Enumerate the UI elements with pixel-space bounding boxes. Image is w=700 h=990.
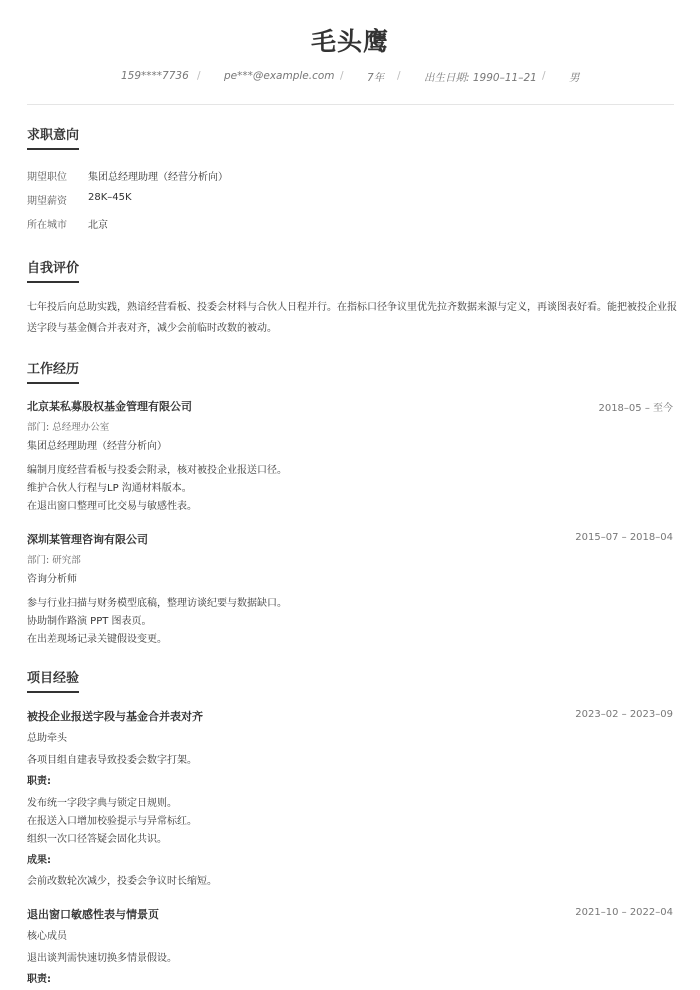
phone-number: 159****7736 [121, 70, 189, 82]
contact-separator: / [397, 70, 401, 82]
section-underline [27, 281, 79, 283]
project-result: 会前改数轮次减少，投委会争议时长缩短。 [27, 876, 217, 887]
project-date: 2021–10 – 2022–04 [575, 907, 673, 918]
section-underline [27, 691, 79, 693]
work-duty-line: 编制月度经营看板与投委会附录，核对被投企业报送口径。 [27, 465, 287, 476]
section-title-projects: 项目经验 [27, 671, 80, 686]
contact-bar [0, 70, 700, 86]
project-role: 核心成员 [27, 931, 67, 942]
project-duty-line: 发布统一字段字典与锁定日规则。 [27, 798, 177, 809]
project-name: 退出窗口敏感性表与情景页 [27, 908, 159, 921]
contact-separator: / [197, 70, 201, 82]
contact-separator: / [340, 70, 344, 82]
intent-label-position: 期望职位 [27, 172, 67, 183]
project-duty-line: 组织一次口径答疑会固化共识。 [27, 834, 167, 845]
header-divider [27, 104, 674, 105]
section-underline [27, 382, 79, 384]
work-duty-line: 在出差现场记录关键假设变更。 [27, 634, 167, 645]
email-address: pe***@example.com [224, 70, 335, 82]
project-duty-line: 在报送入口增加校验提示与异常标红。 [27, 816, 197, 827]
work-role: 咨询分析师 [27, 574, 77, 585]
birth-date: 出生日期: 1990–11–21 [424, 72, 537, 84]
candidate-name: 毛头鹰 [310, 27, 389, 56]
work-role: 集团总经理助理（经营分析向） [27, 441, 167, 452]
section-title-self-eval: 自我评价 [27, 261, 80, 276]
contact-separator: / [542, 70, 546, 82]
work-duty-line: 参与行业扫描与财务模型底稿，整理访谈纪要与数据缺口。 [27, 598, 287, 609]
work-company: 北京某私募股权基金管理有限公司 [27, 400, 192, 413]
section-underline [27, 148, 79, 150]
work-company: 深圳某管理咨询有限公司 [27, 533, 148, 546]
project-description: 各项目组自建表导致投委会数字打架。 [27, 755, 197, 766]
work-duty-line: 维护合伙人行程与LP 沟通材料版本。 [27, 483, 192, 494]
self-eval-text: 七年投后向总助实践，熟谙经营看板、投委会材料与合伙人日程并行。在指标口径争议里优先拉齐数据来源与定义，再谈图表好看。能把被投企业报送字段与基金侧合并表对齐，减少会前临时改数的被动。 [27, 302, 677, 334]
project-duty-label: 职责: [27, 974, 51, 985]
project-result-label: 成果: [27, 855, 51, 866]
years-experience: 7年 [367, 72, 385, 84]
intent-label-salary: 期望薪资 [27, 196, 67, 207]
project-duty-label: 职责: [27, 776, 51, 787]
intent-value-city: 北京 [88, 220, 108, 231]
work-department: 部门: 总经理办公室 [27, 422, 110, 433]
gender: 男 [569, 72, 580, 84]
work-duty-line: 在退出窗口整理可比交易与敏感性表。 [27, 501, 197, 512]
intent-value-salary: 28K–45K [88, 192, 132, 203]
project-role: 总助牵头 [27, 733, 67, 744]
project-description: 退出谈判需快速切换多情景假设。 [27, 953, 177, 964]
project-date: 2023–02 – 2023–09 [575, 709, 673, 720]
intent-label-city: 所在城市 [27, 220, 67, 231]
intent-value-position: 集团总经理助理（经营分析向） [88, 172, 228, 183]
section-title-intent: 求职意向 [27, 128, 80, 143]
work-duty-line: 协助制作路演 PPT 图表页。 [27, 616, 152, 627]
section-title-work: 工作经历 [27, 362, 80, 377]
work-department: 部门: 研究部 [27, 555, 81, 566]
project-name: 被投企业报送字段与基金合并表对齐 [27, 710, 203, 723]
work-date: 2015–07 – 2018–04 [575, 532, 673, 543]
work-date: 2018–05 – 至今 [598, 403, 673, 414]
